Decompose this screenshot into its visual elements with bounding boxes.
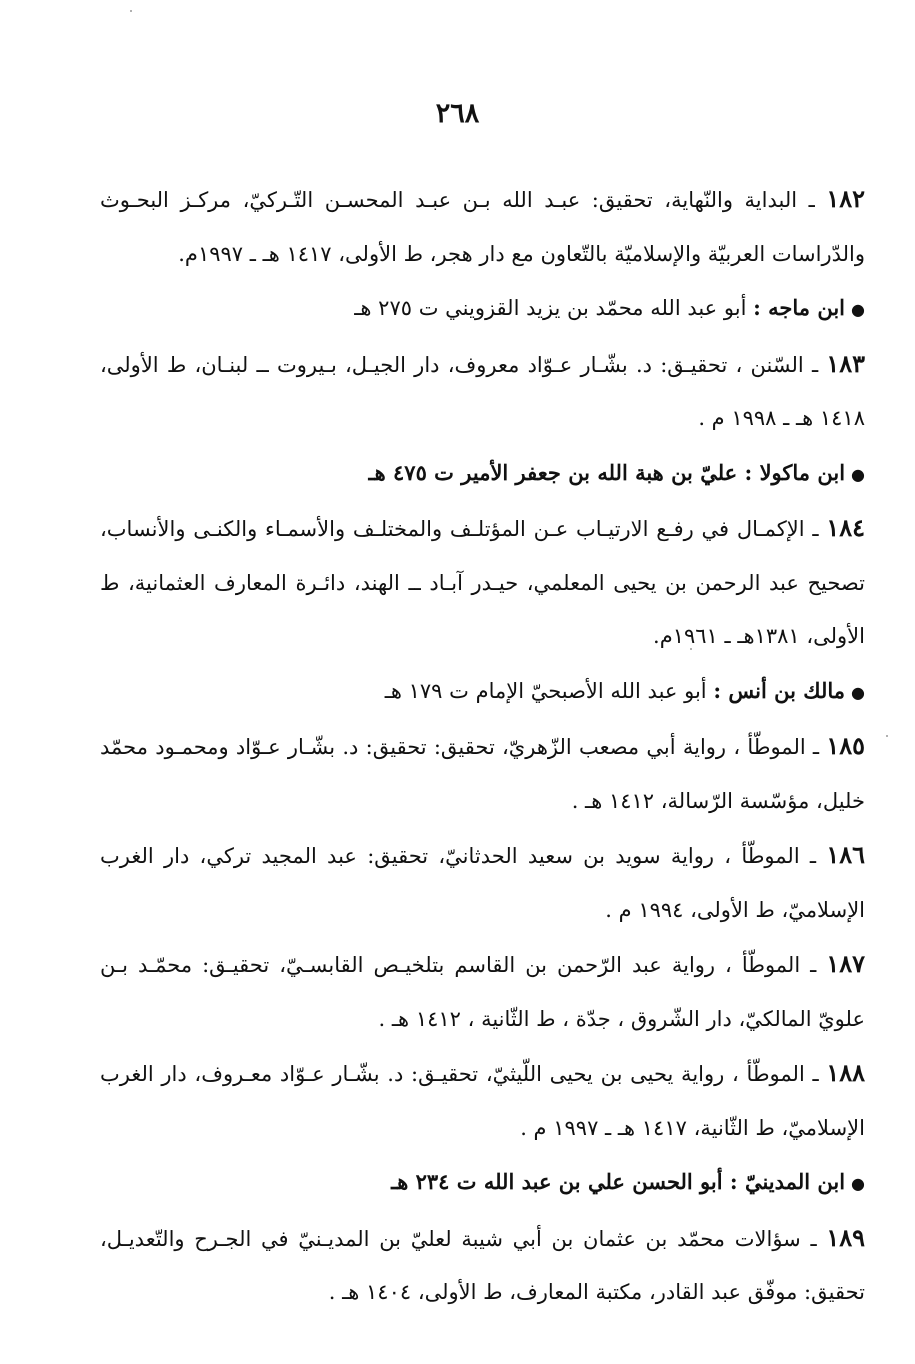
scan-speck bbox=[130, 10, 132, 12]
entry-number: ١٨٧ bbox=[826, 949, 865, 978]
entry-text: ـ البداية والنّهاية، تحقيق: عبـد الله بـن عبـد المحسـن التّـركيّ، مركـز البحـوث والدّراسات العربيّة والإسلاميّة بالتّعاون مع دار هجر، ط الأولى، ١٤١٧ هـ ـ ١٩٩٧م. bbox=[100, 188, 865, 266]
author-details: عليّ بن هبة الله بن جعفر الأمير ت ٤٧٥ هـ bbox=[368, 459, 745, 485]
entry-number: ١٨٣ bbox=[826, 348, 865, 378]
bullet-icon: ● bbox=[851, 1174, 865, 1193]
entry-number: ١٨٦ bbox=[826, 840, 865, 869]
bibliography-entry bbox=[100, 828, 865, 937]
bibliography-entry bbox=[100, 501, 865, 664]
author-heading bbox=[100, 446, 865, 502]
bibliography-entry bbox=[100, 937, 865, 1046]
bibliography-entry bbox=[100, 1211, 865, 1320]
entry-number: ١٨٤ bbox=[826, 513, 865, 542]
bibliography-entry bbox=[100, 337, 865, 446]
author-name: ابن ماكولا : bbox=[744, 459, 846, 485]
bullet-icon: ● bbox=[851, 464, 865, 484]
entry-text: ـ الموطّأ ، رواية يحيى بن يحيى اللّيثيّ، تحقيـق: د. بشّـار عـوّاد معـروف، دار الغرب الإسلاميّ، ط الثّانية، ١٤١٧ هـ ـ ١٩٩٧ م . bbox=[100, 1062, 865, 1140]
bullet-icon: ● bbox=[851, 682, 865, 702]
bibliography-list bbox=[100, 172, 865, 1320]
scan-speck bbox=[690, 648, 692, 650]
author-heading bbox=[100, 281, 865, 337]
author-name: ابن ماجه : bbox=[753, 295, 846, 320]
author-name: مالك بن أنس : bbox=[713, 677, 846, 703]
bibliography-entry bbox=[100, 172, 865, 281]
entry-text: ـ الموطّأ ، رواية سويد بن سعيد الحدثانيّ، تحقيق: عبد المجيد تركي، دار الغرب الإسلاميّ، ط الأولى، ١٩٩٤ م . bbox=[100, 844, 865, 922]
entry-number: ١٨٨ bbox=[826, 1058, 865, 1087]
entry-text: ـ سؤالات محمّد بن عثمان بن أبي شيبة لعليّ بن المديـنيّ في الجـرح والتّعديـل، تحقيق: موفّق عبد القادر، مكتبة المعارف، ط الأولى، ١٤٠٤ هـ . bbox=[100, 1226, 865, 1304]
entry-number: ١٨٥ bbox=[826, 731, 865, 760]
entry-text: ـ الموطّأ ، رواية عبد الرّحمن بن القاسم بتلخيـص القابسـيّ، تحقيـق: محمّـد بـن علويّ المالكيّ، دار الشّروق ، جدّة ، ط الثّانية ، ١٤١٢ هـ . bbox=[100, 953, 865, 1031]
scan-speck bbox=[886, 735, 888, 737]
bibliography-entry bbox=[100, 1046, 865, 1155]
entry-number: ١٨٢ bbox=[826, 184, 865, 213]
entry-text: ـ الموطّأ ، رواية أبي مصعب الزّهريّ، تحقيق: تحقيق: د. بشّـار عـوّاد ومحمـود محمّد خليل، مؤسّسة الرّسالة، ١٤١٢ هـ . bbox=[100, 735, 865, 813]
bullet-icon: ● bbox=[851, 300, 865, 319]
author-details: أبو عبد الله محمّد بن يزيد القزويني ت ٢٧٥ هـ bbox=[354, 296, 754, 320]
author-details: أبو عبد الله الأصبحيّ الإمام ت ١٧٩ هـ bbox=[384, 678, 714, 703]
author-details: أبو الحسن علي بن عبد الله ت ٢٣٤ هـ bbox=[391, 1169, 730, 1194]
author-heading bbox=[100, 1155, 865, 1211]
entry-text: ـ السّنن ، تحقيـق: د. بشّـار عـوّاد معروف، دار الجيـل، بـيروت ــ لبنـان، ط الأولى، ١٤١٨ هـ ـ ١٩٩٨ م . bbox=[100, 352, 865, 430]
entry-number: ١٨٩ bbox=[826, 1222, 865, 1252]
entry-text: ـ الإكمـال في رفـع الارتيـاب عـن المؤتلـف والمختلـف والأسمـاء والكنـى والأنساب، تصحيح عبد الرحمن بن يحيى المعلمي، حيـدر آبـاد ــ الهند، دائـرة المعارف العثمانية، ط الأولى، ١٣٨١هـ ـ ١٩٦١م. bbox=[100, 517, 865, 648]
bibliography-entry bbox=[100, 719, 865, 828]
page-number: ٢٦٨ bbox=[435, 98, 480, 129]
author-heading bbox=[100, 664, 865, 720]
author-name: ابن المدينيّ : bbox=[729, 1169, 846, 1194]
